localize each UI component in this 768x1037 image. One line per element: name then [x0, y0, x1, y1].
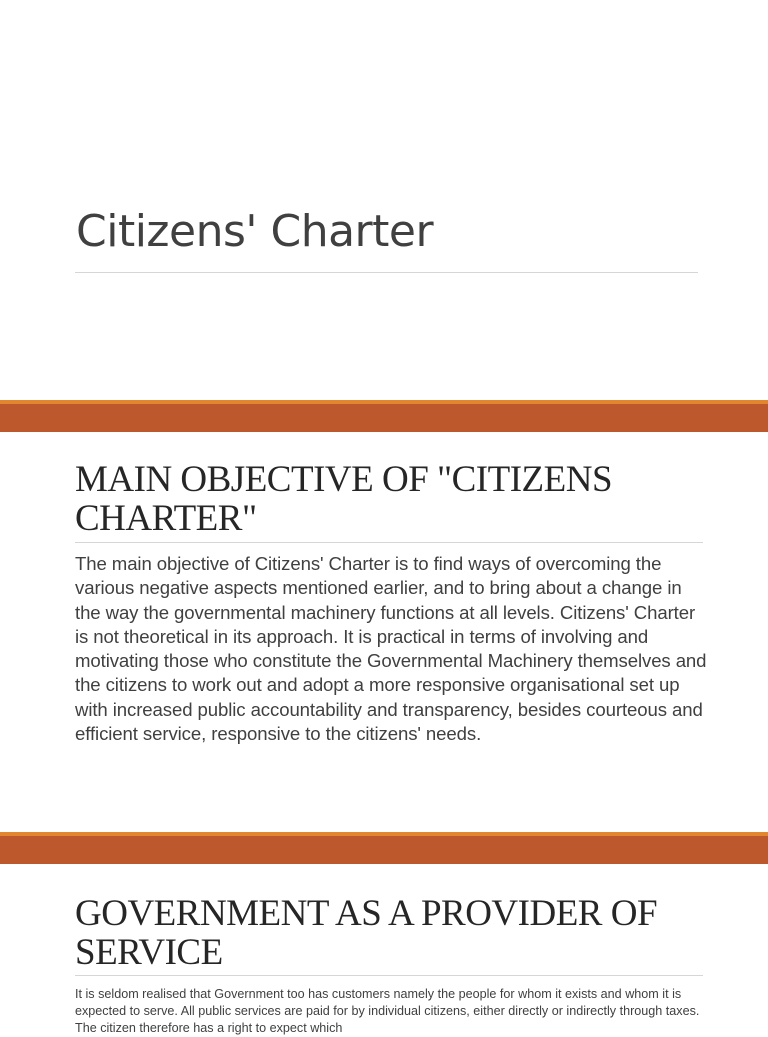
heading-underline — [75, 542, 703, 543]
slide-divider — [0, 400, 768, 432]
slide-title-heading: Citizens' Charter — [76, 206, 434, 257]
heading-underline — [75, 975, 703, 976]
slide-divider — [0, 832, 768, 864]
slide-government-provider — [0, 864, 768, 1035]
slide-body-text: It is seldom realised that Government too has customers namely the people for whom it exists and whom it is expected to serve. All public services are paid for by individual citizens, either directly or indirectly through taxes. The citizen therefore has a right to expect which — [75, 987, 700, 1035]
title-underline — [75, 272, 698, 273]
slide-main-objective — [0, 432, 768, 832]
slide-body-text: The main objective of Citizens' Charter is to find ways of overcoming the various negative aspects mentioned earlier, and to bring about a change in the way the governmental machinery functions at all levels. Citizens' Charter is not theoretical in its approach. It is practical in terms of involving and motivating those who constitute the Governmental Machinery themselves and the citizens to work out and adopt a more responsive organisational set up with increased public accountability and transparency, besides courteous and efficient service, responsive to the citizens' needs. — [75, 553, 707, 745]
slide-heading: MAIN OBJECTIVE OF "CITIZENS CHARTER" — [75, 459, 613, 539]
slide-title — [0, 0, 768, 400]
slide-heading: GOVERNMENT AS A PROVIDER OF SERVICE — [75, 893, 658, 973]
